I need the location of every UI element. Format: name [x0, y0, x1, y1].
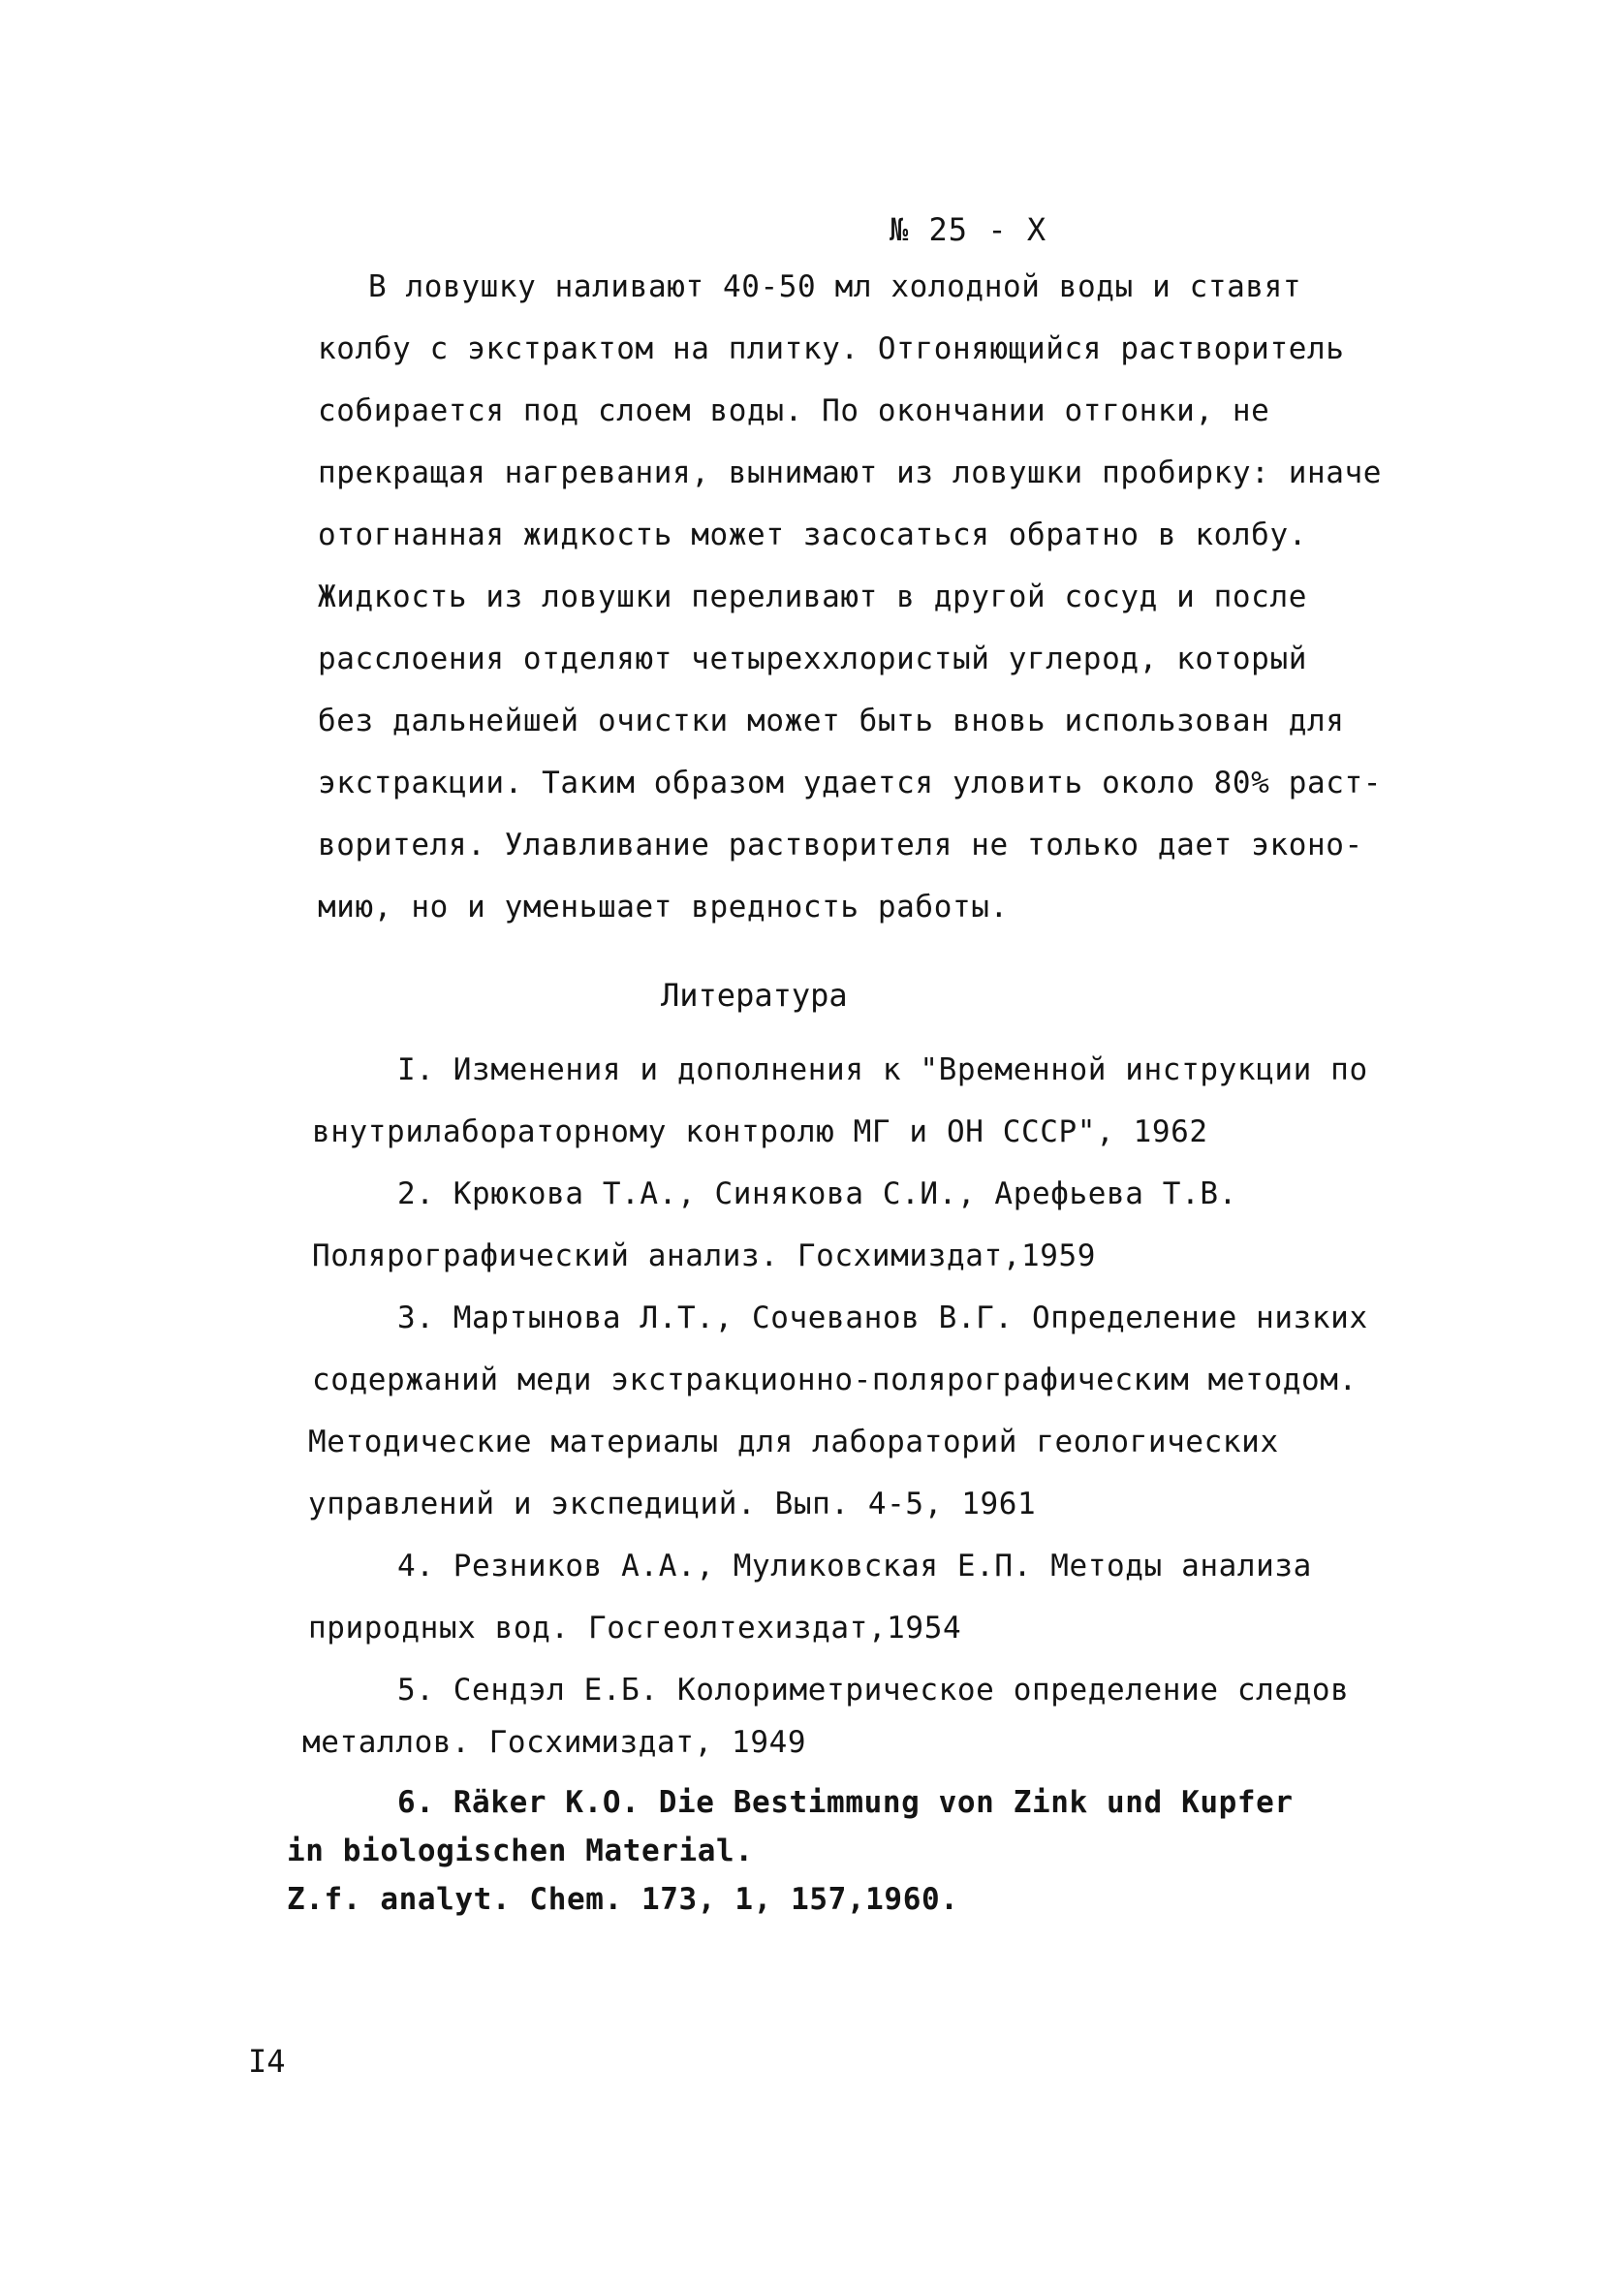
body-line: отогнанная жидкость может засосаться обратно в колбу.	[318, 517, 1307, 552]
body-line: прекращая нагревания, вынимают из ловушки пробирку: иначе	[318, 455, 1383, 490]
reference-line: управлений и экспедиций. Вып. 4-5, 1961	[308, 1487, 1037, 1521]
body-line: без дальнейшей очистки может быть вновь использован для	[318, 704, 1345, 738]
reference-line: 2. Крюкова Т.А., Синякова С.И., Арефьева Т.В.	[397, 1176, 1237, 1211]
body-line: расслоения отделяют четыреххлористый углерод, который	[318, 642, 1307, 676]
reference-line: 3. Мартынова Л.Т., Сочеванов В.Г. Определение низких	[397, 1301, 1368, 1335]
body-line: мию, но и уменьшает вредность работы.	[318, 890, 1009, 925]
body-line: собирается под слоем воды. По окончании отгонки, не	[318, 393, 1270, 428]
reference-line: 4. Резников А.А., Муликовская Е.П. Методы анализа	[397, 1549, 1312, 1583]
reference-line: Методические материалы для лабораторий геологических	[308, 1425, 1279, 1459]
body-line: экстракции. Таким образом удается уловить около 80% раст-	[318, 766, 1383, 800]
body-line: В ловушку наливают 40-50 мл холодной воды и ставят	[368, 269, 1302, 304]
reference-line: внутрилабораторному контролю МГ и ОН СССР", 1962	[312, 1114, 1208, 1149]
reference-line: содержаний меди экстракционно-полярографическим методом.	[312, 1363, 1358, 1397]
body-line: колбу с экстрактом на плитку. Отгоняющийся растворитель	[318, 331, 1345, 366]
reference-line: природных вод. Госгеолтехиздат,1954	[308, 1611, 962, 1646]
body-line: Жидкость из ловушки переливают в другой сосуд и после	[318, 580, 1307, 614]
body-line: ворителя. Улавливание растворителя не только дает эконо-	[318, 828, 1363, 862]
reference-line: 6. Räker K.O. Die Bestimmung von Zink und Kupfer	[397, 1785, 1294, 1820]
page-number: I4	[248, 2043, 286, 2080]
reference-line: Полярографический анализ. Госхимиздат,1959	[312, 1239, 1097, 1273]
reference-line: 5. Сендэл Е.Б. Колориметрическое определение следов	[397, 1673, 1350, 1708]
reference-line: I. Изменения и дополнения к "Временной инструкции по	[397, 1052, 1368, 1087]
reference-line: in biologischen Material.	[287, 1834, 754, 1868]
document-number: № 25 - X	[890, 211, 1047, 248]
references-heading: Литература	[661, 977, 848, 1014]
reference-line: Z.f. analyt. Chem. 173, 1, 157,1960.	[287, 1882, 959, 1917]
reference-line: металлов. Госхимиздат, 1949	[302, 1725, 807, 1760]
